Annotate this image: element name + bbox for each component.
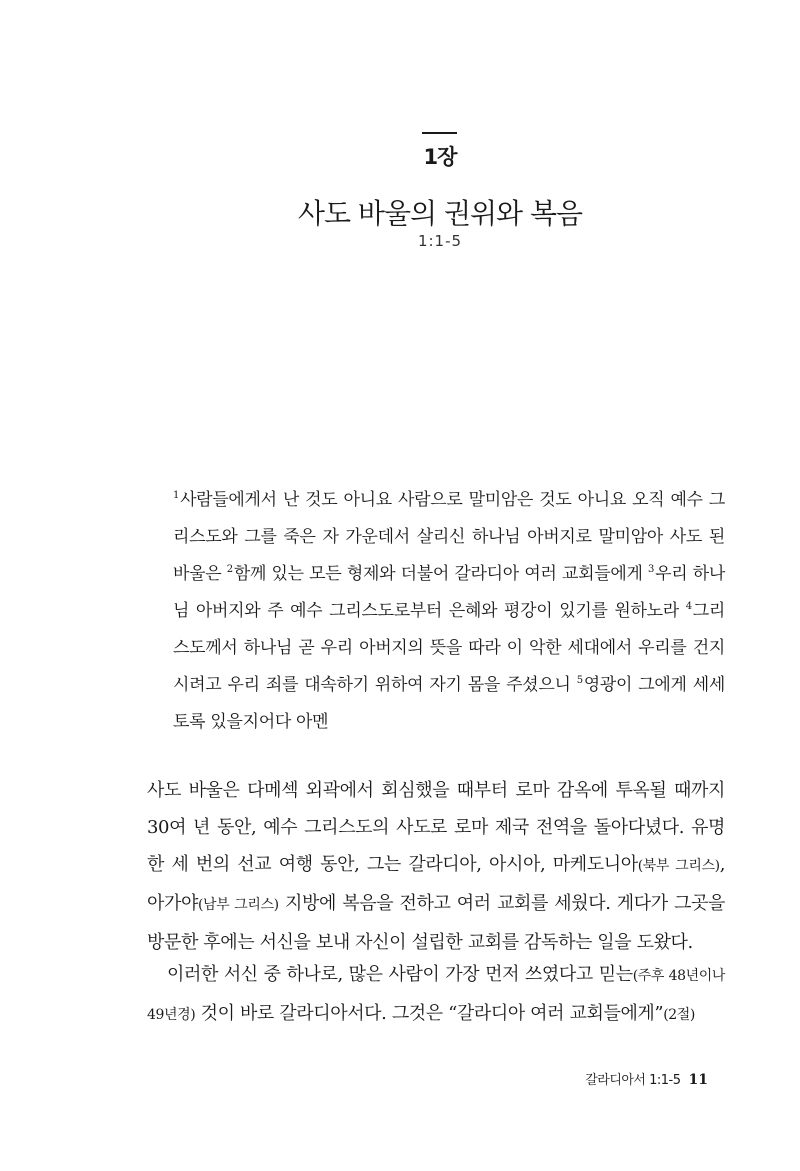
verse-number: 2	[226, 564, 233, 575]
verse-number: 3	[648, 564, 655, 575]
body-text: 것이 바로 갈라디아서다. 그것은 “갈라디아 여러 교회들에게”	[195, 1003, 664, 1024]
parenthetical-note: (2절)	[663, 1007, 695, 1023]
verse-text: 그리스도께서 하나님 곧 우리 아버지의 뜻을 따라 이 악한 세대에서 우리를 건지시려고 우리 죄를 대속하기 위하여 자기 몸을 주셨으니	[173, 601, 725, 695]
parenthetical-note: (남부 그리스)	[197, 897, 279, 913]
body-paragraph	[147, 772, 725, 961]
chapter-title: 사도 바울의 권위와 복음	[297, 197, 583, 230]
chapter-reference: 1:1-5	[417, 232, 463, 250]
verse-text: 사람들에게서 난 것도 아니요 사람으로 말미암은 것도 아니요 오직 예수 그리스도와 그를 죽은 자 가운데서 살리신 하나님 아버지로 말미암아 사도 된 바울은	[173, 490, 725, 584]
parenthetical-note: (북부 그리스)	[637, 858, 720, 874]
body-text: 지방에 복음을 전하고 여러 교회를 세웠다. 게다가 그곳을 방문한 후에는 서신을 보내 자신이 설립한 교회를 감독하는 일을 도왔다.	[147, 893, 726, 953]
chapter-label: 1장	[423, 145, 457, 169]
verse-text: 우리 하나님 아버지와 주 예수 그리스도로부터 은혜와 평강이 있기를 원하노라	[173, 564, 726, 621]
body-text: 사도 바울은 다메섹 외곽에서 회심했을 때부터 로마 감옥에 투옥될 때까지 30여 년 동안, 예수 그리스도의 사도로 로마 제국 전역을 돌아다녔다. 유명한 세 번의 선교 여행 동안, 그는 갈라디아, 아시아, 마케도니아	[147, 780, 725, 875]
page-footer	[585, 1069, 708, 1088]
verse-number: 4	[685, 601, 692, 612]
verse-number: 5	[576, 675, 583, 686]
running-footer-label: 갈라디아서 1:1-5	[585, 1073, 681, 1088]
verse-number: 1	[173, 490, 180, 501]
page-number: 11	[688, 1072, 708, 1088]
verse-text: 함께 있는 모든 형제와 더불어 갈라디아 여러 교회들에게	[233, 564, 649, 584]
scripture-passage	[173, 482, 725, 741]
verse-text: 영광이 그에게 세세토록 있을지어다 아멘	[173, 675, 725, 732]
parenthetical-note: (주후 48년이나 49년경)	[147, 968, 725, 1023]
body-text: 이러한 서신 중 하나로, 많은 사람이 가장 먼저 쓰였다고 믿는	[167, 964, 633, 985]
body-text: , 아가야	[147, 854, 726, 914]
chapter-rule	[422, 132, 457, 134]
body-paragraph	[147, 956, 725, 1034]
